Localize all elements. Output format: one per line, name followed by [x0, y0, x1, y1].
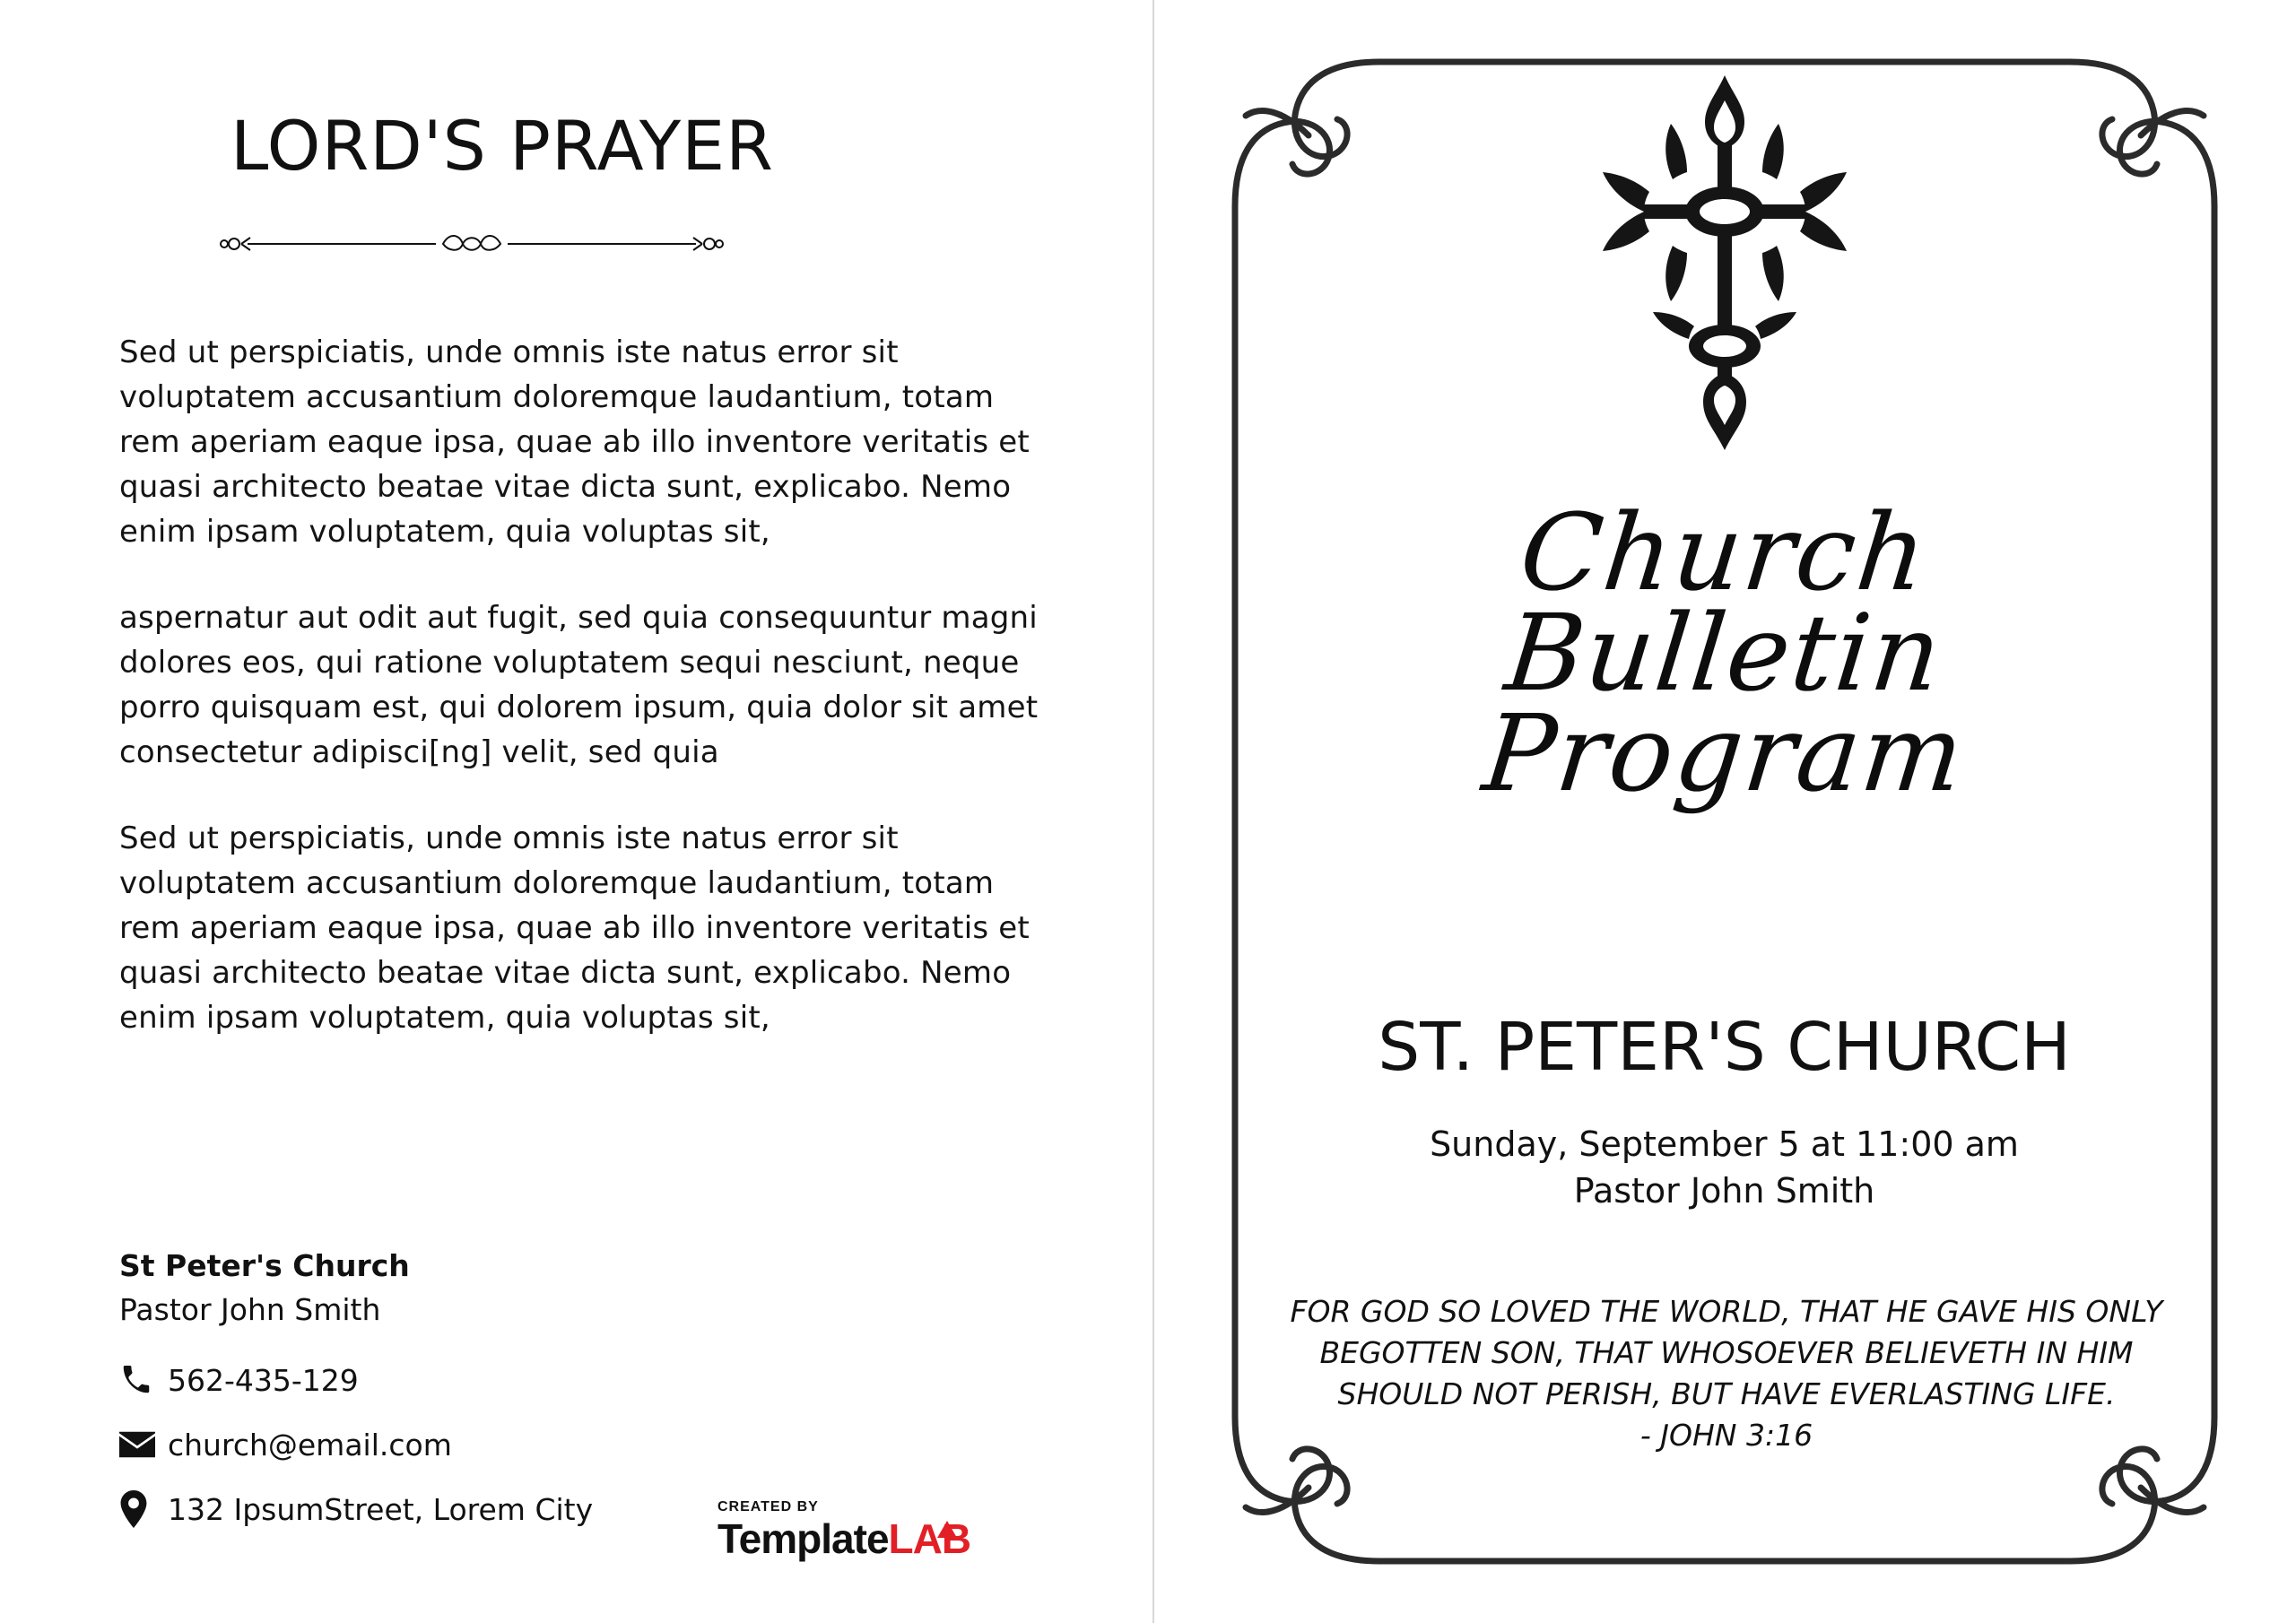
- script-heading: [1152, 490, 2296, 815]
- prayer-paragraph: Sed ut perspiciatis, unde omnis iste natus error sit voluptatem accusantium doloremque laudantium, totam rem aperiam eaque ipsa, quae ab illo inventore veritatis et quasi architecto beatae vitae dicta sunt, explicabo. Nemo enim ipsam voluptatem, quia voluptas sit,: [119, 334, 1030, 550]
- script-line-church: Church: [1514, 490, 1935, 614]
- prayer-paragraph: Sed ut perspiciatis, unde omnis iste natus error sit voluptatem accusantium doloremque laudantium, totam rem aperiam eaque ipsa, quae ab illo inventore veritatis et quasi architecto beatae vitae dicta sunt, explicabo. Nemo enim ipsam voluptatem, quia voluptas sit,: [119, 820, 1030, 1036]
- contact-email-text: church@email.com: [168, 1427, 452, 1462]
- ornate-cross-icon: [1590, 70, 1859, 460]
- verse-text: FOR GOD SO LOVED THE WORLD, THAT HE GAVE HIS ONLY BEGOTTEN SON, THAT WHOSOEVER BELIEVETH IN HIM SHOULD NOT PERISH, BUT HAVE EVERLASTING LIFE.: [1290, 1294, 2163, 1411]
- prayer-body: [119, 330, 1043, 1081]
- phone-icon: [119, 1361, 168, 1399]
- triangle-icon: [937, 1521, 957, 1538]
- script-line-program: Program: [1477, 691, 1971, 815]
- service-time: Sunday, September 5 at 11:00 am: [1430, 1124, 2019, 1164]
- templatelab-watermark: [718, 1499, 1040, 1560]
- contact-phone-text: 562-435-129: [168, 1362, 359, 1398]
- contact-pastor: Pastor John Smith: [119, 1292, 381, 1327]
- scripture-verse: [1278, 1291, 2175, 1456]
- map-pin-icon: [119, 1490, 168, 1528]
- prayer-paragraph: aspernatur aut odit aut fugit, sed quia consequuntur magni dolores eos, qui ratione voluptatem sequi nesciunt, neque porro quisquam est, qui dolorem ipsum, quia dolor sit amet consectetur adipisci[ng] velit, sed quia: [119, 600, 1039, 770]
- contact-address-text: 132 IpsumStreet, Lorem City: [168, 1491, 594, 1527]
- contact-organization: St Peter's Church: [119, 1248, 410, 1283]
- verse-reference: - JOHN 3:16: [1639, 1418, 1813, 1453]
- page-title: LORD'S PRAYER: [230, 106, 774, 186]
- ornamental-divider-icon: [212, 226, 732, 262]
- watermark-brand-second: LAB: [888, 1515, 971, 1562]
- script-line-bulletin: Bulletin: [1500, 591, 1949, 715]
- service-pastor: Pastor John Smith: [1573, 1171, 1875, 1211]
- watermark-brand-first: Template: [718, 1515, 889, 1562]
- contact-phone-row: [119, 1361, 1016, 1399]
- right-page: [1152, 0, 2296, 1623]
- church-name: ST. PETER'S CHURCH: [1378, 1009, 2071, 1086]
- envelope-icon: [119, 1426, 168, 1463]
- contact-email-row: [119, 1426, 1016, 1463]
- watermark-created-by: CREATED BY: [718, 1499, 819, 1515]
- service-details: [1152, 1121, 2296, 1214]
